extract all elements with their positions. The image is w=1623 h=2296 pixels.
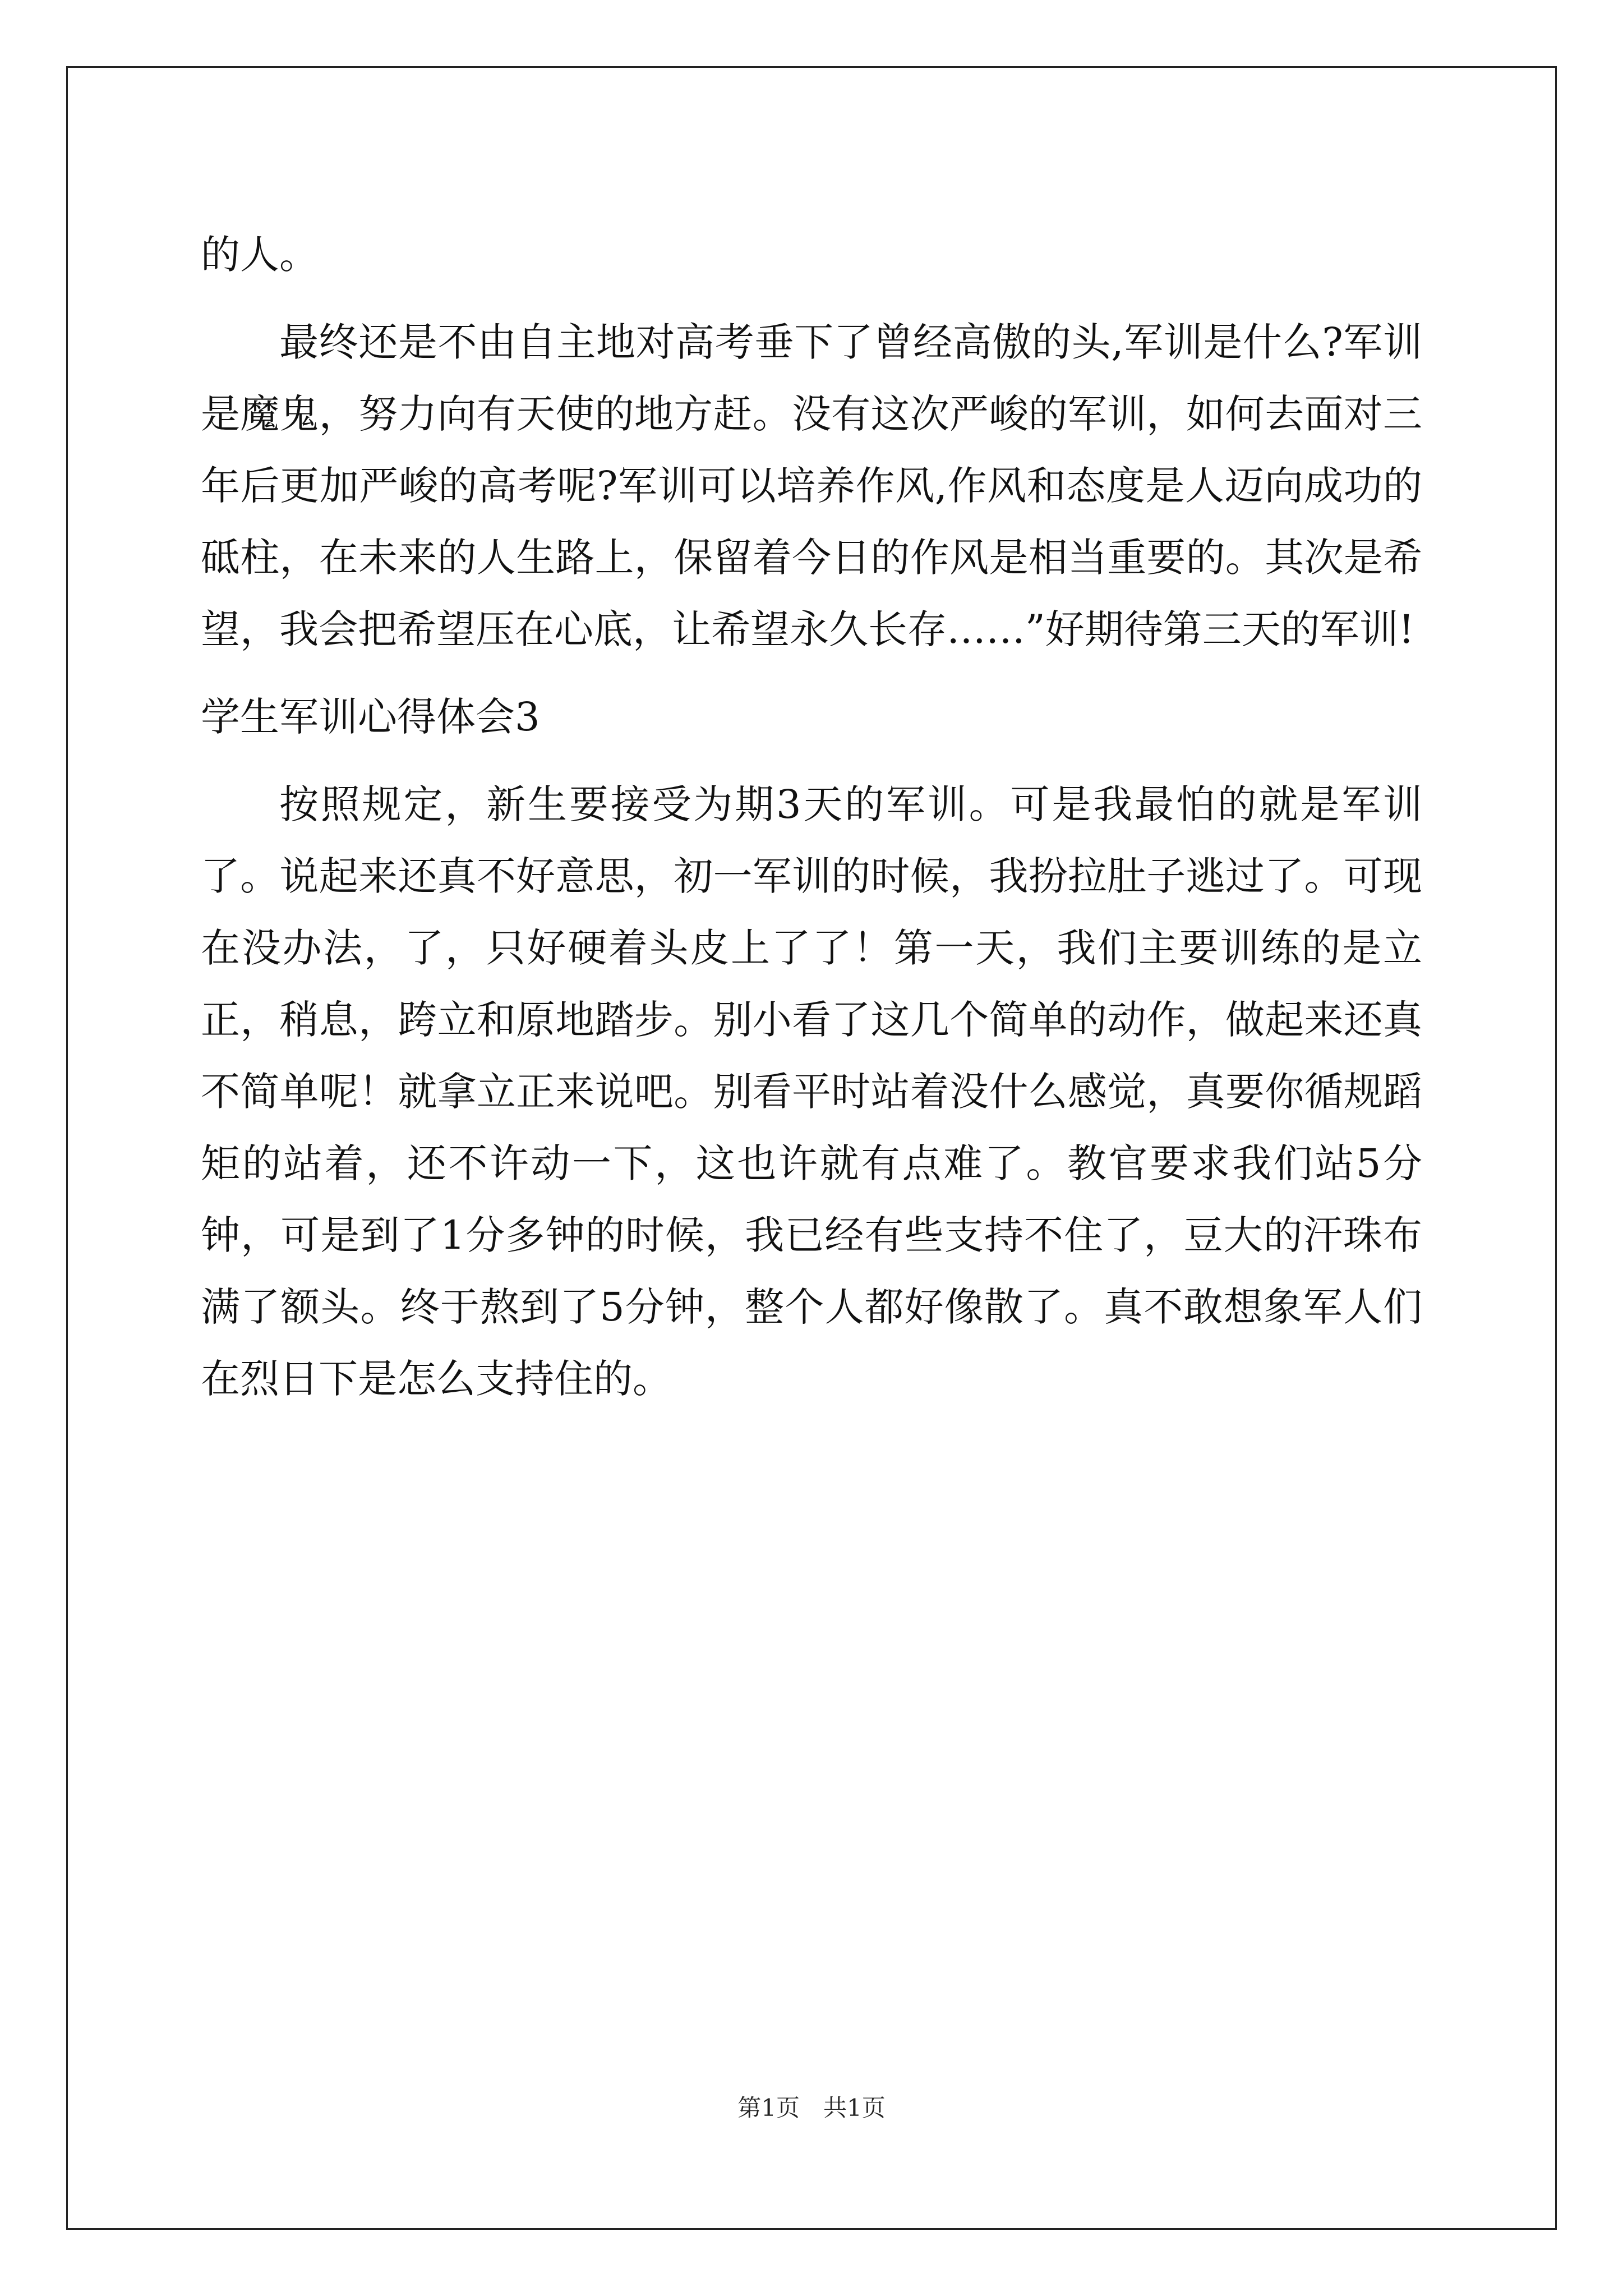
section-heading: 学生军训心得体会3	[201, 694, 540, 740]
paragraph-continuation: 的人。	[201, 232, 319, 278]
document-body	[201, 219, 1422, 1430]
paragraph-reflection: 最终还是不由自主地对高考垂下了曾经高傲的头,军训是什么?军训是魔鬼，努力向有天使的地方赶。没有这次严峻的军训，如何去面对三年后更加严峻的高考呢?军训可以培养作风,作风和态度是人迈向成功的砥柱，在未来的人生路上，保留着今日的作风是相当重要的。其次是希望，我会把希望压在心底，让希望永久长存……”好期待第三天的军训!	[201, 319, 1422, 652]
paragraph-training: 按照规定，新生要接受为期3天的军训。可是我最怕的就是军训了。说起来还真不好意思，初一军训的时候，我扮拉肚子逃过了。可现在没办法，了，只好硬着头皮上了了！第一天，我们主要训练的是立正，稍息，跨立和原地踏步。别小看了这几个简单的动作，做起来还真不简单呢！就拿立正来说吧。别看平时站着没什么感觉，真要你循规蹈矩的站着，还不许动一下，这也许就有点难了。教官要求我们站5分钟，可是到了1分多钟的时候，我已经有些支持不住了，豆大的汗珠布满了额头。终于熬到了5分钟，整个人都好像散了。真不敢想象军人们在烈日下是怎么支持住的。	[201, 781, 1422, 1402]
page-footer: 第1页 共1页	[737, 2094, 886, 2122]
